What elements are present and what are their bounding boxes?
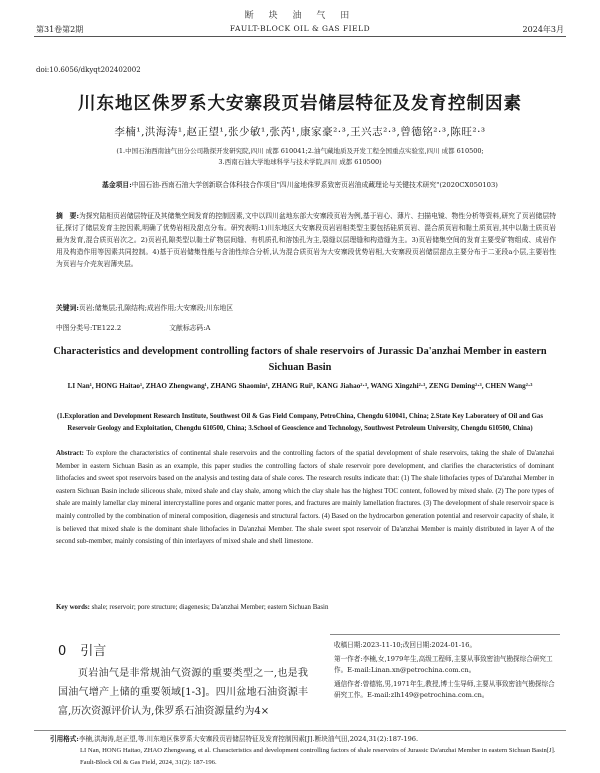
fund-label: 基金项目:: [102, 181, 132, 189]
keywords-zh-text: 页岩;储集层;孔隙结构;成岩作用;大安寨段;川东地区: [78, 304, 234, 312]
journal-name-zh: 断 块 油 气 田: [244, 11, 356, 21]
fund-note: [36, 180, 564, 191]
abstract-en-text: To explore the characteristics of continental shale reservoirs and the controlling factors of the spatial development of shale reservoirs, taking the shale of Da'anzhai Member in eastern Sichuan Basin as an example, this paper studies the controlling factors of shale reservoir pore development, and clarifies the characteristics of dominant lithofacies and sweet spot reservoirs based on the analysis and testing data of shale cores. The research results indicate that: (1) The shale lithofacies types of Da'anzhai Member in eastern Sichuan Basin include siliceous shale, mixed shale and clay shale, among which the clay shale has the highest TOC content, followed by mixed shale. (2) The pore types of shale are mainly lamellar clay mineral intercrystalline pores and organic matter pores, and fractures are mainly lamellation fractures. (3) The development of shale reservoir space is mainly controlled by the combination of mineral composition, diagenesis and structural factors. (4) Based on the hydrocarbon generation potential and reservoir capacity of shale, it is believed that mixed shale is the dominant shale lithofacies in Da'anzhai Member. The shale sweet spot reservoir of Da'anzhai Member is mainly distributed in layer A of the second sub-member, mainly consisting of thin interlayers of mixed shale and shell limestone.: [56, 450, 554, 546]
citation-en: LI Nan, HONG Haitao, ZHAO Zhengwang, et al. Characteristics and development controlling factors of shale reservoirs of Jurassic Da'anzhai Member in eastern Sichuan Basin[J]. Fault-Block Oil & Gas Field, 2024, 31(2): 187-196.: [80, 747, 556, 766]
abstract-zh: [56, 210, 556, 270]
page-title-zh: 川东地区侏罗系大安寨段页岩储层特征及发育控制因素: [78, 94, 522, 114]
citation-zh: 李楠,洪海涛,赵正望,等.川东地区侏罗系大安寨段页岩储层特征及发育控制因素[J].断块油气田,2024,31(2):187-196.: [78, 735, 419, 743]
journal-name-en: FAULT-BLOCK OIL & GAS FIELD: [229, 24, 371, 33]
abstract-en-label: Abstract:: [56, 450, 84, 457]
keywords-zh-label: 关键词:: [56, 304, 79, 312]
notes-divider: [330, 634, 560, 635]
affiliation-zh-line: 3.西南石油大学地球科学与技术学院,四川 成都 610500): [218, 158, 382, 166]
doi[interactable]: doi:10.6056/dkyqt202402002: [36, 66, 141, 74]
section-title: 引言: [80, 644, 107, 659]
section-heading: [58, 640, 106, 659]
journal-volume: 第31卷第2期: [36, 25, 84, 34]
classification-zh: [56, 322, 556, 332]
authors-zh: 李楠¹,洪海涛¹,赵正望¹,张少敏¹,张芮¹,康家豪²·³,王兴志²·³,曾德铭²·³,陈旺²·³: [114, 126, 486, 138]
abstract-zh-text: 为探究陆相页岩储层特征及其储集空间发育的控制因素,文中以四川盆地东部大安寨段页岩为例,基于岩心、薄片、扫描电镜、物性分析等资料,研究了页岩储层特征,探讨了储层发育主控因素,明确了优势岩相及甜点分布。研究表明:1)川东地区大安寨段页岩岩相类型主要包括硅质页岩、混合质页岩和黏土质页岩,其中以黏土质页岩最为发育,混合质页岩次之。2)页岩孔隙类型以黏土矿物层间缝、有机质孔和溶蚀孔为主,裂缝以层理缝和构造缝为主。3)页岩储集空间的发育主要受矿物组成、成岩作用及构造作用等因素共同控制。4)基于页岩储集性能与含油性综合分析,认为混合质页岩为大安寨段优势岩相,大安寨段页岩储层甜点主要分布于二亚段a小层,主要岩性为页岩与介壳灰岩薄夹层。: [56, 212, 556, 268]
article-notes: [334, 640, 560, 704]
section-number: 0: [58, 644, 67, 659]
body-paragraph: 页岩油气是非常规油气资源的重要类型之一,也是我国油气增产上储的重要领域[1-3]。四川盆地石油资源丰富,历次资源评价认为,侏罗系石油资源量约为4×: [58, 668, 308, 717]
affiliations-zh: [40, 146, 560, 168]
body-text: [58, 664, 308, 721]
abstract-zh-label: 摘 要:: [56, 212, 79, 220]
affiliation-zh-line: (1.中国石油西南油气田分公司勘探开发研究院,四川 成都 610041;2.油气藏地质及开发工程全国重点实验室,四川 成都 610500;: [116, 147, 484, 155]
keywords-zh: [56, 302, 556, 312]
fund-text: 中国石油-西南石油大学创新联合体科技合作项目"四川盆地侏罗系致密页岩油成藏理论与关键技术研究"(2020CX050103): [131, 181, 498, 189]
first-author-note: 第一作者:李楠,女,1979年生,高级工程师,主要从事致密油气勘探综合研究工作。E-mail:Linan.xn@petrochina.com.cn。: [334, 654, 553, 674]
keywords-en: [56, 604, 554, 611]
corresponding-author-note: 通信作者:曾德铭,男,1971年生,教授,博士生导师,主要从事致密油气勘探综合研究工作。E-mail:zlh149@petrochina.com.cn。: [334, 679, 555, 699]
authors-en: LI Nan¹, HONG Haitao¹, ZHAO Zhengwang¹, ZHANG Shaomin¹, ZHANG Rui¹, KANG Jiahao²·³, WANG Xingzhi²·³, ZENG Deming²·³, CHEN Wang²·³: [67, 382, 533, 390]
document-code: 文献标志码:A: [169, 324, 211, 332]
clc-number: 中图分类号:TE122.2: [56, 324, 122, 332]
abstract-en: [56, 448, 554, 549]
citation-divider: [34, 730, 566, 731]
affiliations-en: (1.Exploration and Development Research Institute, Southwest Oil & Gas Field Company, PetroChina, Chengdu 610041, China; 2.State Key Laboratory of Oil and Gas Reservoir Geology and Exploitation, Chengdu 610500, China; 3.School of Geoscience and Technology, Southwest Petroleum University, Chengdu 610500, China): [57, 413, 543, 432]
received-date: 收稿日期:2023-11-10;改回日期:2024-01-16。: [334, 641, 477, 649]
citation: [50, 733, 560, 769]
page-title-en: Characteristics and development controlling factors of shale reservoirs of Jurassic Da'anzhai Member in eastern Sichuan Basin: [53, 346, 547, 373]
keywords-en-label: Key words:: [56, 604, 90, 611]
header-divider: [34, 36, 566, 37]
keywords-en-text: shale; reservoir; pore structure; diagenesis; Da'anzhai Member; eastern Sichuan Basin: [91, 604, 329, 611]
citation-label: 引用格式:: [50, 735, 79, 743]
journal-date: 2024年3月: [522, 25, 564, 34]
